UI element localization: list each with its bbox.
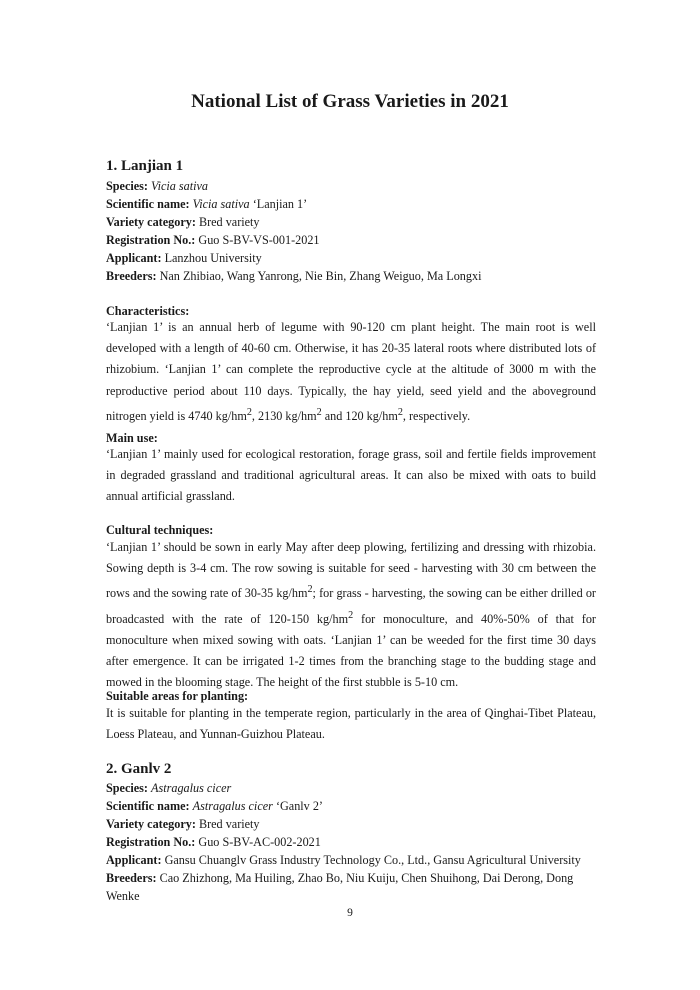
unit-superscript: 2 xyxy=(316,406,322,418)
characteristics-paragraph xyxy=(106,317,596,427)
breeders-label: Breeders: xyxy=(106,871,157,885)
species-label: Species: xyxy=(106,781,148,795)
variety-category-value: Bred variety xyxy=(198,817,260,831)
suitable-areas-heading: Suitable areas for planting: xyxy=(106,689,249,703)
variety-category-value: Bred variety xyxy=(198,215,260,229)
registration-field xyxy=(106,231,596,249)
characteristics-heading: Characteristics: xyxy=(106,304,190,318)
variety-heading: 2. Ganlv 2 xyxy=(106,761,172,777)
applicant-value: Gansu Chuanglv Grass Industry Technology Co., Ltd., Gansu Agricultural University xyxy=(164,853,581,867)
species-value: Astragalus cicer xyxy=(151,781,232,795)
registration-value: Guo S-BV-AC-002-2021 xyxy=(198,835,321,849)
registration-label: Registration No.: xyxy=(106,835,196,849)
main-use-paragraph: ‘Lanjian 1’ mainly used for ecological restoration, forage grass, soil and fertile fields improvement in degraded grassland and traditional agricultural areas. It can also be mixed with oats to build annual artificial grassland. xyxy=(106,447,596,504)
registration-label: Registration No.: xyxy=(106,233,196,247)
variety-category-label: Variety category: xyxy=(106,215,196,229)
unit-superscript: 2 xyxy=(307,584,313,596)
cultural-text-2: ; for grass - harvesting, the sowing can be either drilled or broadcasted with the rate of 120-150 kg/hm xyxy=(106,586,596,626)
variety-heading: 1. Lanjian 1 xyxy=(106,158,184,174)
variety-category-field xyxy=(106,213,596,231)
cultivar-name: ‘Lanjian 1’ xyxy=(252,197,308,211)
cultural-techniques-paragraph xyxy=(106,537,596,694)
unit-superscript: 2 xyxy=(397,406,403,418)
applicant-label: Applicant: xyxy=(106,251,162,265)
scientific-name-value: Astragalus cicer xyxy=(192,799,273,813)
cultivar-name: ‘Ganlv 2’ xyxy=(275,799,323,813)
variety-category-field xyxy=(106,815,596,833)
page-title: National List of Grass Varieties in 2021 xyxy=(191,91,509,112)
species-label: Species: xyxy=(106,179,148,193)
applicant-field xyxy=(106,249,596,267)
variety-category-label: Variety category: xyxy=(106,817,196,831)
main-use-heading: Main use: xyxy=(106,431,158,445)
applicant-field xyxy=(106,851,596,869)
characteristics-text-2: , 2130 kg/hm xyxy=(251,408,317,423)
cultural-text: ‘Lanjian 1’ should be sown in early May after deep plowing, fertilizing and dressing with rhizobia. Sowing depth is 3-4 cm. The row sowing is suitable for seed - harvesting with 30 cm between the rows and the sowing rate of 30-35 kg/hm xyxy=(106,540,596,601)
breeders-value: Cao Zhizhong, Ma Huiling, Zhao Bo, Niu Kuiju, Chen Shuihong, Dai Derong, Dong Wenke xyxy=(106,871,574,903)
breeders-value: Nan Zhibiao, Wang Yanrong, Nie Bin, Zhang Weiguo, Ma Longxi xyxy=(159,269,482,283)
species-field xyxy=(106,779,596,797)
cultural-text-3: for monoculture, and 40%-50% of that for monoculture when mixed sowing with oats. ‘Lanjian 1’ can be weeded for the first time 30 days after emergence. It can be irrigated 1-2 times from the branching stage to the budding stage and mowed in the blooming stage. The height of the first stubble is 5-10 cm. xyxy=(106,611,596,690)
registration-field xyxy=(106,833,596,851)
breeders-field xyxy=(106,869,596,905)
characteristics-text-3: and 120 kg/hm xyxy=(321,408,398,423)
breeders-label: Breeders: xyxy=(106,269,157,283)
applicant-value: Lanzhou University xyxy=(164,251,262,265)
scientific-name-label: Scientific name: xyxy=(106,197,190,211)
page-number: 9 xyxy=(347,907,353,919)
applicant-label: Applicant: xyxy=(106,853,162,867)
scientific-name-field xyxy=(106,195,596,213)
suitable-areas-paragraph: It is suitable for planting in the temperate region, particularly in the area of Qinghai-Tibet Plateau, Loess Plateau, and Yunnan-Guizhou Plateau. xyxy=(106,706,596,742)
scientific-name-value: Vicia sativa xyxy=(192,197,250,211)
registration-value: Guo S-BV-VS-001-2021 xyxy=(198,233,320,247)
species-field xyxy=(106,177,596,195)
scientific-name-field xyxy=(106,797,596,815)
species-value: Vicia sativa xyxy=(151,179,209,193)
characteristics-text: ‘Lanjian 1’ is an annual herb of legume with 90-120 cm plant height. The main root is well developed with a length of 40-60 cm. Otherwise, it has 20-35 lateral roots where distributed lots of rhizobium. ‘Lanjian 1’ can complete the reproductive cycle at the altitude of 3000 m with the reproductive period about 110 days. Typically, the hay yield, seed yield and the aboveground nitrogen yield is 4740 kg/hm xyxy=(106,320,596,423)
unit-superscript: 2 xyxy=(348,609,354,621)
characteristics-text-4: , respectively. xyxy=(402,408,471,423)
cultural-techniques-heading: Cultural techniques: xyxy=(106,523,214,537)
unit-superscript: 2 xyxy=(246,406,252,418)
breeders-field xyxy=(106,267,596,285)
scientific-name-label: Scientific name: xyxy=(106,799,190,813)
